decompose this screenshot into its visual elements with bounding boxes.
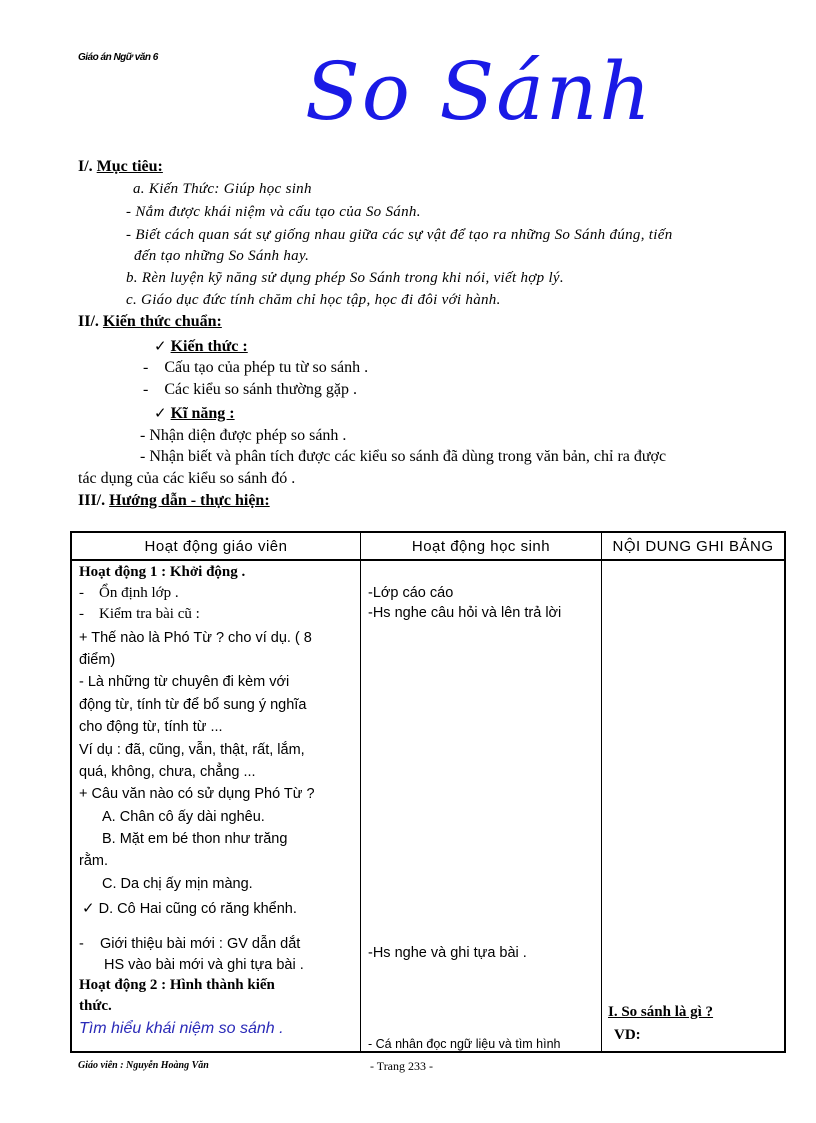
content-example: VD: <box>614 1027 641 1043</box>
teacher-column <box>71 560 361 1052</box>
teacher-line: A. Chân cô ấy dài nghêu. <box>102 809 265 825</box>
content-heading: I. So sánh là gì ? <box>608 1004 714 1020</box>
skill-item: tác dụng của các kiểu so sánh đó . <box>78 470 296 487</box>
teacher-line: điểm) <box>79 652 116 668</box>
section-1-line: b. Rèn luyện kỹ năng sử dụng phép So Sánh trong khi nói, viết hợp lý. <box>126 270 564 286</box>
knowledge-heading <box>154 337 248 356</box>
header-teacher: Hoạt động giáo viên <box>71 532 361 560</box>
teacher-line: - Kiểm tra bài cũ : <box>79 606 200 622</box>
activity-2-subtitle: Tìm hiểu khái niệm so sánh . <box>79 1020 284 1037</box>
activity-2-title-cont: thức. <box>79 998 112 1014</box>
section-3-number: III/. <box>78 492 106 509</box>
teacher-line: - Giới thiệu bài mới : GV dẫn dắt <box>79 936 301 952</box>
skill-heading <box>154 404 235 423</box>
checkmark-icon: ✓ <box>154 337 167 355</box>
teacher-line: HS vào bài mới và ghi tựa bài . <box>104 957 304 973</box>
knowledge-item: - Cấu tạo của phép tu từ so sánh . <box>143 359 369 376</box>
student-line: -Hs nghe câu hỏi và lên trả lời <box>368 605 562 621</box>
teacher-line: rằm. <box>79 853 108 869</box>
teacher-line: quá, không, chưa, chẳng ... <box>79 764 256 780</box>
skill-item: - Nhận biết và phân tích được các kiểu so sánh đã dùng trong văn bản, chỉ ra được <box>140 448 667 465</box>
teacher-line: - Là những từ chuyên đi kèm với <box>79 674 290 690</box>
section-1-number: I/. <box>78 158 93 175</box>
knowledge-item: - Các kiểu so sánh thường gặp . <box>143 381 357 398</box>
section-3-heading <box>78 492 270 510</box>
section-2-title: Kiến thức chuẩn: <box>102 313 222 330</box>
checkmark-icon: ✓ <box>154 404 167 422</box>
teacher-line: C. Da chị ấy mịn màng. <box>102 876 253 892</box>
header-student: Hoạt động học sinh <box>361 532 602 560</box>
student-column <box>361 560 602 1052</box>
section-1-line: - Biết cách quan sát sự giống nhau giữa các sự vật để tạo ra những So Sánh đúng, tiến <box>126 227 673 243</box>
section-3-title: Hướng dẫn - thực hiện: <box>109 492 270 509</box>
footer-teacher: Giáo viên : Nguyễn Hoàng Văn <box>78 1060 209 1071</box>
teacher-line: động từ, tính từ để bổ sung ý nghĩa <box>79 697 307 713</box>
section-1-title: Mục tiêu: <box>96 158 163 175</box>
teacher-line: - Ổn định lớp . <box>79 585 179 601</box>
activity-1-title: Hoạt động 1 : Khởi động . <box>79 564 246 580</box>
document-header: Giáo án Ngữ văn 6 <box>78 52 158 63</box>
student-line: - Cá nhân đọc ngữ liệu và tìm hình <box>368 1037 561 1051</box>
teacher-line: B. Mặt em bé thon như trăng <box>102 831 288 847</box>
content-column <box>602 560 786 1052</box>
skill-title: Kĩ năng : <box>170 405 235 422</box>
teacher-line: ✓ D. Cô Hai cũng có răng khểnh. <box>82 899 297 917</box>
section-1-line: a. Kiến Thức: Giúp học sinh <box>133 181 312 197</box>
page-number: - Trang 233 - <box>370 1059 434 1073</box>
lesson-title: So Sánh <box>305 45 653 138</box>
student-line: -Lớp cáo cáo <box>368 585 454 601</box>
student-line: -Hs nghe và ghi tựa bài . <box>368 945 527 961</box>
section-2-number: II/. <box>78 313 99 330</box>
teacher-line: + Thế nào là Phó Từ ? cho ví dụ. ( 8 <box>79 630 312 646</box>
teacher-line: + Câu văn nào có sử dụng Phó Từ ? <box>79 786 315 802</box>
teacher-line: Ví dụ : đã, cũng, vẫn, thật, rất, lắm, <box>79 742 305 758</box>
section-1-heading <box>78 158 163 176</box>
header-content: NỘI DUNG GHI BẢNG <box>602 532 786 560</box>
activity-2-title: Hoạt động 2 : Hình thành kiến <box>79 977 275 993</box>
section-1-line: đến tạo những So Sánh hay. <box>134 248 310 264</box>
section-1-line: - Nắm được khái niệm và cấu tạo của So Sánh. <box>126 204 421 220</box>
skill-item: - Nhận diện được phép so sánh . <box>140 427 347 444</box>
section-1-line: c. Giáo dục đức tính chăm chỉ học tập, học đi đôi với hành. <box>126 292 501 308</box>
checkmark-icon: ✓ <box>82 899 95 917</box>
lesson-table <box>70 531 786 1053</box>
knowledge-title: Kiến thức : <box>170 338 248 355</box>
teacher-line: cho động từ, tính từ ... <box>79 719 223 735</box>
section-2-heading <box>78 313 222 331</box>
